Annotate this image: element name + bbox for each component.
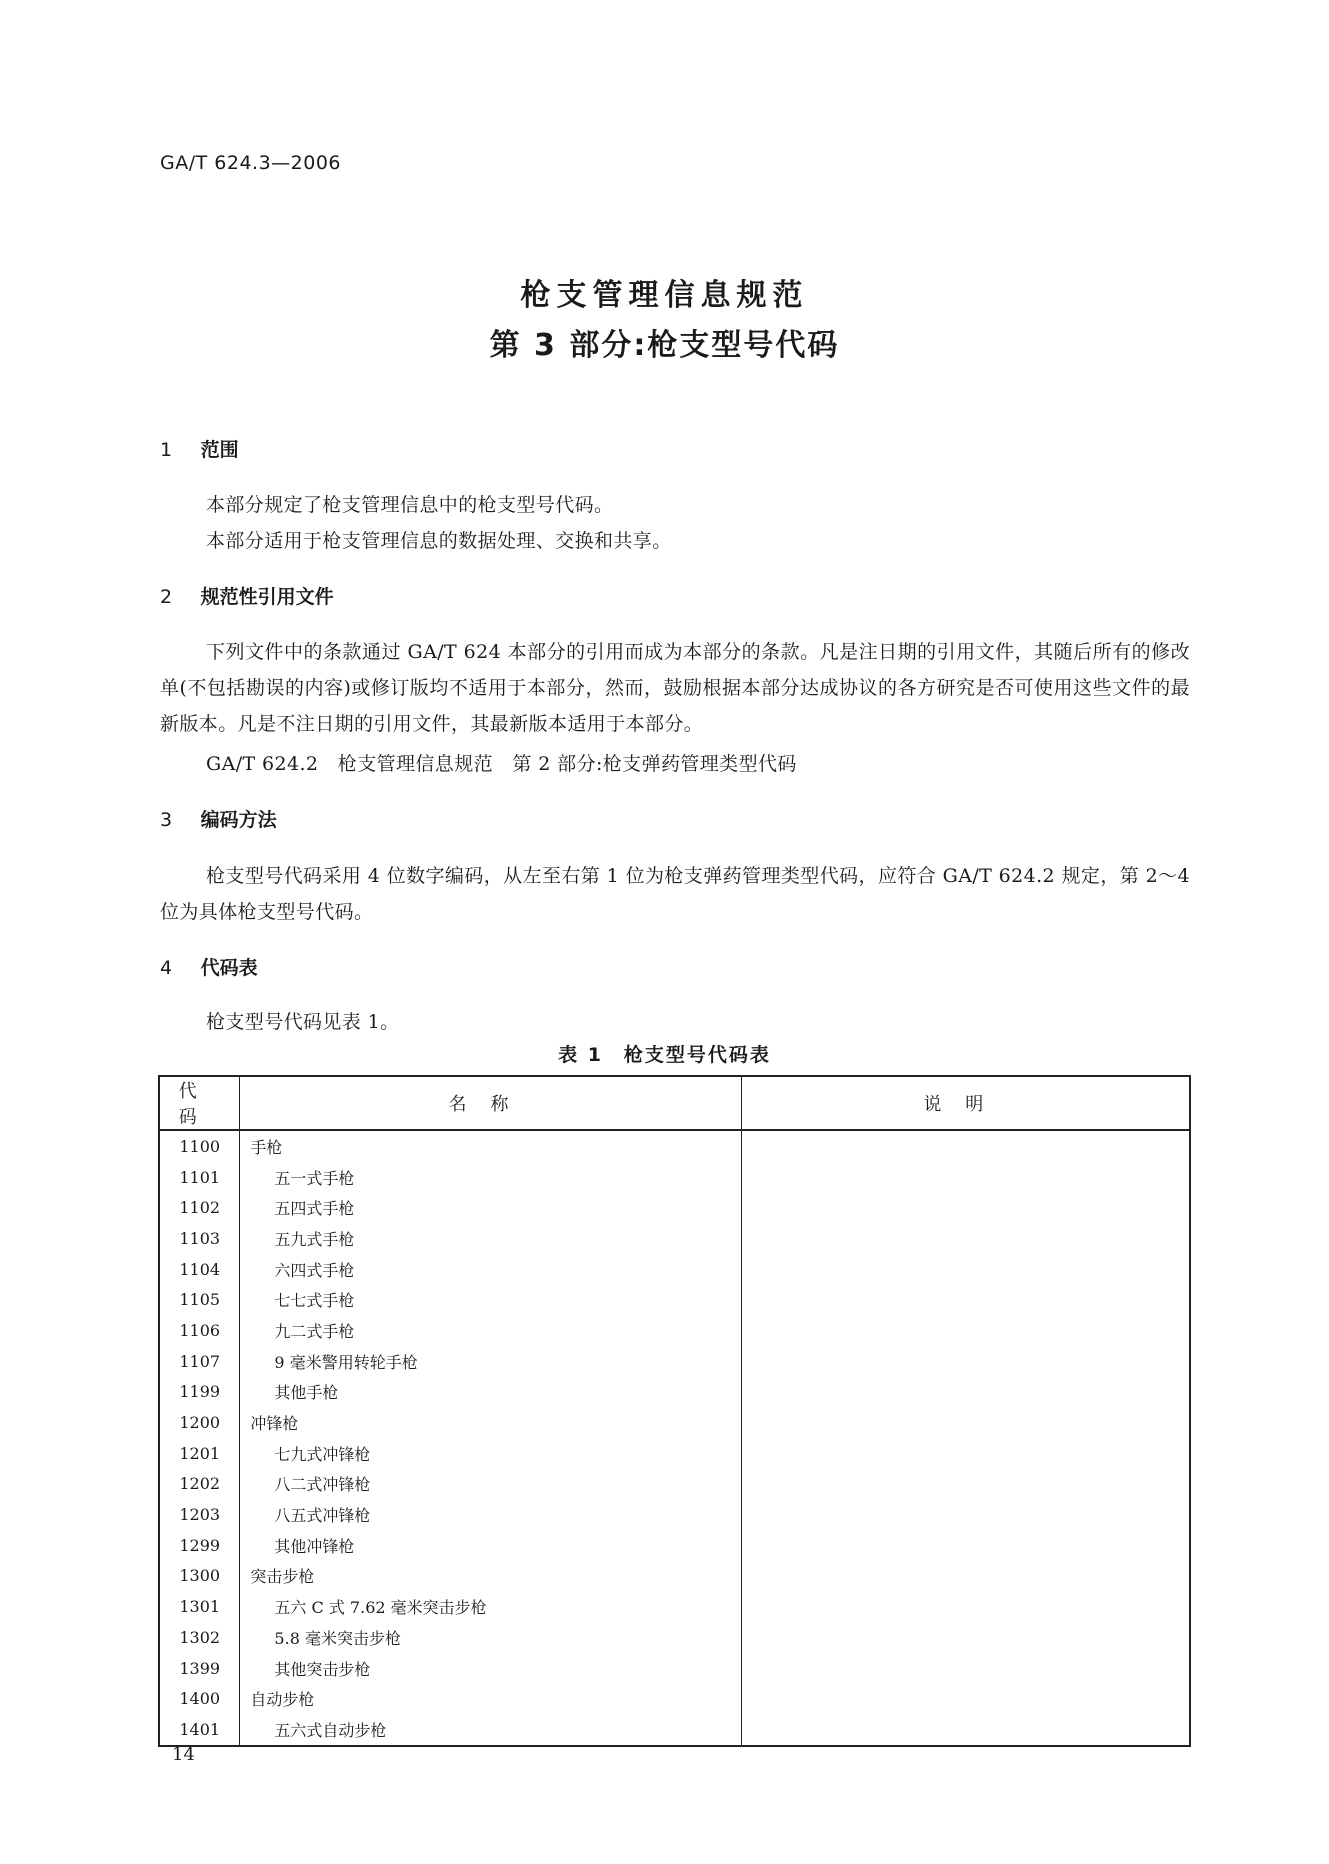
header-note: 说明 — [741, 1076, 1190, 1130]
cell-code: 1199 — [159, 1377, 240, 1408]
cell-name: 其他手枪 — [240, 1377, 741, 1408]
section-heading-1 — [160, 435, 239, 462]
table-row — [159, 1622, 1190, 1653]
section-title: 代码表 — [200, 957, 258, 979]
table-caption: 表 1 枪支型号代码表 — [558, 1044, 771, 1066]
cell-code: 1299 — [159, 1530, 240, 1561]
cell-note — [741, 1192, 1190, 1223]
cell-code: 1100 — [159, 1130, 240, 1162]
table-row — [159, 1223, 1190, 1254]
page-number: 14 — [172, 1744, 195, 1765]
cell-note — [741, 1469, 1190, 1500]
cell-note — [741, 1284, 1190, 1315]
document-title: 枪支管理信息规范 — [520, 278, 809, 313]
cell-code: 1101 — [159, 1162, 240, 1193]
cell-name: 9 毫米警用转轮手枪 — [240, 1346, 741, 1377]
cell-note — [741, 1530, 1190, 1561]
cell-name: 冲锋枪 — [240, 1407, 741, 1438]
table-body — [159, 1130, 1190, 1746]
cell-name: 七七式手枪 — [240, 1284, 741, 1315]
cell-code: 1401 — [159, 1714, 240, 1746]
section-number: 2 — [160, 586, 173, 608]
cell-note — [741, 1162, 1190, 1193]
cell-code: 1200 — [159, 1407, 240, 1438]
table-row — [159, 1254, 1190, 1285]
cell-name: 五四式手枪 — [240, 1192, 741, 1223]
table-row — [159, 1407, 1190, 1438]
section-heading-4 — [160, 953, 258, 980]
table-header-row — [159, 1076, 1190, 1130]
table-row — [159, 1438, 1190, 1469]
cell-note — [741, 1315, 1190, 1346]
table-row — [159, 1499, 1190, 1530]
document-subtitle: 第 3 部分:枪支型号代码 — [489, 328, 840, 363]
cell-code: 1107 — [159, 1346, 240, 1377]
cell-code: 1105 — [159, 1284, 240, 1315]
code-table — [158, 1075, 1191, 1747]
table-row — [159, 1377, 1190, 1408]
cell-code: 1302 — [159, 1622, 240, 1653]
cell-code: 1201 — [159, 1438, 240, 1469]
paragraph: 本部分适用于枪支管理信息的数据处理、交换和共享。 — [206, 530, 672, 552]
normative-reference: GA/T 624.2 枪支管理信息规范 第 2 部分:枪支弹药管理类型代码 — [206, 753, 797, 775]
cell-name: 六四式手枪 — [240, 1254, 741, 1285]
cell-name: 突击步枪 — [240, 1561, 741, 1592]
cell-name: 手枪 — [240, 1130, 741, 1162]
cell-name: 其他突击步枪 — [240, 1653, 741, 1684]
table-row — [159, 1162, 1190, 1193]
table-row — [159, 1130, 1190, 1162]
section-number: 4 — [160, 957, 173, 979]
paragraph: 枪支型号代码见表 1。 — [206, 1011, 400, 1033]
cell-note — [741, 1438, 1190, 1469]
cell-code: 1106 — [159, 1315, 240, 1346]
cell-note — [741, 1683, 1190, 1714]
table-row — [159, 1683, 1190, 1714]
paragraph: 枪支型号代码采用 4 位数字编码，从左至右第 1 位为枪支弹药管理类型代码，应符合 GA/T 624.2 规定，第 2～4 位为具体枪支型号代码。 — [160, 865, 1190, 923]
cell-note — [741, 1407, 1190, 1438]
cell-name: 自动步枪 — [240, 1683, 741, 1714]
cell-name: 五六式自动步枪 — [240, 1714, 741, 1746]
table-row — [159, 1653, 1190, 1684]
cell-code: 1103 — [159, 1223, 240, 1254]
cell-note — [741, 1346, 1190, 1377]
table-row — [159, 1469, 1190, 1500]
section-heading-2 — [160, 582, 334, 609]
table-row — [159, 1346, 1190, 1377]
cell-name: 八二式冲锋枪 — [240, 1469, 741, 1500]
cell-note — [741, 1130, 1190, 1162]
cell-code: 1399 — [159, 1653, 240, 1684]
cell-name: 其他冲锋枪 — [240, 1530, 741, 1561]
cell-code: 1203 — [159, 1499, 240, 1530]
cell-note — [741, 1561, 1190, 1592]
cell-note — [741, 1591, 1190, 1622]
cell-code: 1202 — [159, 1469, 240, 1500]
cell-name: 九二式手枪 — [240, 1315, 741, 1346]
section-number: 3 — [160, 809, 173, 831]
table-row — [159, 1714, 1190, 1746]
cell-code: 1400 — [159, 1683, 240, 1714]
table-row — [159, 1530, 1190, 1561]
cell-note — [741, 1714, 1190, 1746]
table-row — [159, 1591, 1190, 1622]
table-row — [159, 1284, 1190, 1315]
cell-name: 五一式手枪 — [240, 1162, 741, 1193]
cell-name: 七九式冲锋枪 — [240, 1438, 741, 1469]
cell-note — [741, 1622, 1190, 1653]
cell-code: 1301 — [159, 1591, 240, 1622]
cell-name: 八五式冲锋枪 — [240, 1499, 741, 1530]
table-row — [159, 1561, 1190, 1592]
cell-note — [741, 1653, 1190, 1684]
paragraph: 下列文件中的条款通过 GA/T 624 本部分的引用而成为本部分的条款。凡是注日期的引用文件，其随后所有的修改单(不包括勘误的内容)或修订版均不适用于本部分，然而，鼓励根据本部分达成协议的各方研究是否可使用这些文件的最新版本。凡是不注日期的引用文件，其最新版本适用于本部分。 — [160, 641, 1190, 735]
cell-code: 1102 — [159, 1192, 240, 1223]
cell-note — [741, 1377, 1190, 1408]
section-title: 编码方法 — [200, 809, 277, 831]
cell-note — [741, 1254, 1190, 1285]
cell-code: 1300 — [159, 1561, 240, 1592]
cell-name: 五六 C 式 7.62 毫米突击步枪 — [240, 1591, 741, 1622]
section-number: 1 — [160, 439, 173, 461]
table-row — [159, 1192, 1190, 1223]
paragraph: 本部分规定了枪支管理信息中的枪支型号代码。 — [206, 494, 614, 516]
table-row — [159, 1315, 1190, 1346]
section-heading-3 — [160, 805, 277, 832]
cell-code: 1104 — [159, 1254, 240, 1285]
section-title: 范围 — [200, 439, 239, 461]
header-name: 名称 — [240, 1076, 741, 1130]
cell-note — [741, 1223, 1190, 1254]
section-title: 规范性引用文件 — [200, 586, 334, 608]
cell-name: 5.8 毫米突击步枪 — [240, 1622, 741, 1653]
cell-note — [741, 1499, 1190, 1530]
cell-name: 五九式手枪 — [240, 1223, 741, 1254]
header-code: 代码 — [159, 1076, 240, 1130]
standard-code: GA/T 624.3—2006 — [160, 152, 342, 174]
